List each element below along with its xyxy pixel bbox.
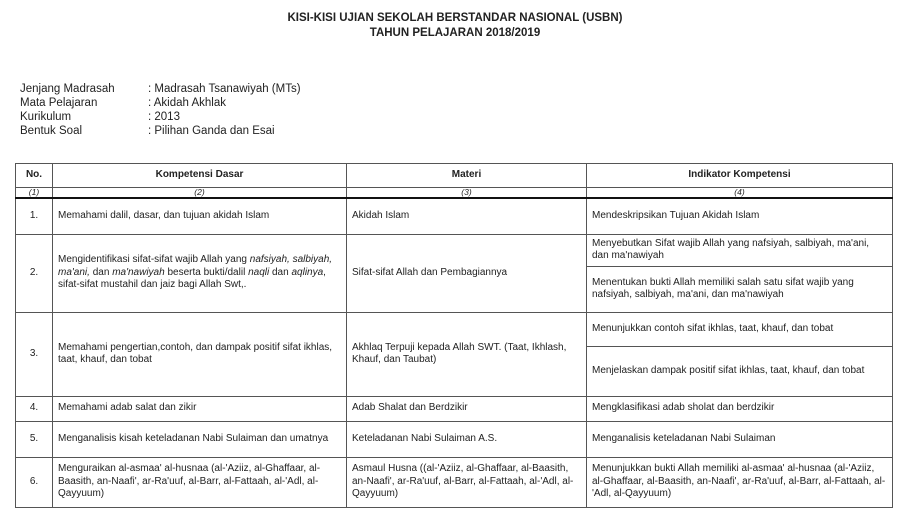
info-row bbox=[20, 82, 301, 96]
row-indikator: Mengklasifikasi adab sholat dan berdzikir bbox=[587, 396, 893, 421]
row-materi: Sifat-sifat Allah dan Pembagiannya bbox=[347, 234, 587, 312]
kd-text: , sifat-sifat mustahil dan jaiz bagi Allah Swt,. bbox=[58, 266, 326, 291]
kd-text: beserta bukti/dalil bbox=[164, 266, 249, 278]
info-label: Kurikulum bbox=[20, 111, 72, 123]
table-row bbox=[16, 198, 893, 234]
exam-info bbox=[20, 82, 301, 138]
column-number-row bbox=[16, 188, 893, 199]
table-header-row bbox=[16, 164, 893, 188]
table-row bbox=[16, 234, 893, 266]
row-kd bbox=[53, 234, 347, 312]
col-number: (1) bbox=[16, 188, 53, 199]
col-number: (3) bbox=[347, 188, 587, 199]
row-kd: Menguraikan al-asmaa' al-husnaa (al-'Aziiz, al-Ghaffaar, al-Baasith, an-Naafi', ar-Ra'uuf, al-Barr, al-Fattaah, al-'Adl, al-Qayyuum) bbox=[53, 457, 347, 507]
kd-term: nafsiyah, salbiyah, ma'ani, bbox=[58, 254, 333, 278]
kd-term: naqli bbox=[248, 266, 270, 278]
row-no: 1. bbox=[16, 198, 53, 234]
info-label: Mata Pelajaran bbox=[20, 97, 98, 109]
kd-text: Mengidentifikasi sifat-sifat wajib Allah yang bbox=[58, 254, 250, 266]
row-no: 2. bbox=[16, 234, 53, 312]
info-value: : Madrasah Tsanawiyah (MTs) bbox=[148, 83, 301, 95]
row-indikator: Mendeskripsikan Tujuan Akidah Islam bbox=[587, 198, 893, 234]
info-value: : Akidah Akhlak bbox=[148, 97, 226, 109]
document-title: KISI-KISI UJIAN SEKOLAH BERSTANDAR NASIONAL (USBN) bbox=[287, 12, 623, 24]
row-materi: Akidah Islam bbox=[347, 198, 587, 234]
row-kd: Menganalisis kisah keteladanan Nabi Sulaiman dan umatnya bbox=[53, 421, 347, 457]
kd-text: dan bbox=[89, 266, 113, 278]
row-kd: Memahami dalil, dasar, dan tujuan akidah Islam bbox=[53, 198, 347, 234]
row-kd: Memahami adab salat dan zikir bbox=[53, 396, 347, 421]
row-indikator: Menganalisis keteladanan Nabi Sulaiman bbox=[587, 421, 893, 457]
table-row bbox=[16, 396, 893, 421]
row-no: 3. bbox=[16, 312, 53, 396]
row-materi: Akhlaq Terpuji kepada Allah SWT. (Taat, Ikhlash, Khauf, dan Taubat) bbox=[347, 312, 587, 396]
row-indikator: Menunjukkan contoh sifat ikhlas, taat, khauf, dan tobat bbox=[587, 312, 893, 346]
row-no: 6. bbox=[16, 457, 53, 507]
kd-text: dan bbox=[269, 266, 292, 278]
header-materi: Materi bbox=[347, 164, 587, 188]
info-row bbox=[20, 124, 301, 138]
col-number: (4) bbox=[587, 188, 893, 199]
info-value: : 2013 bbox=[148, 111, 180, 123]
table-row bbox=[16, 457, 893, 507]
info-row bbox=[20, 110, 301, 124]
info-label: Jenjang Madrasah bbox=[20, 83, 115, 95]
row-no: 5. bbox=[16, 421, 53, 457]
kd-term: ma'nawiyah bbox=[112, 266, 165, 278]
row-kd: Memahami pengertian,contoh, dan dampak positif sifat ikhlas, taat, khauf, dan tobat bbox=[53, 312, 347, 396]
row-indikator: Menjelaskan dampak positif sifat ikhlas, taat, khauf, dan tobat bbox=[587, 346, 893, 396]
document-subtitle: TAHUN PELAJARAN 2018/2019 bbox=[369, 27, 541, 39]
kisi-kisi-table bbox=[15, 163, 893, 508]
row-materi: Keteladanan Nabi Sulaiman A.S. bbox=[347, 421, 587, 457]
header-no: No. bbox=[16, 164, 53, 188]
row-materi: Adab Shalat dan Berdzikir bbox=[347, 396, 587, 421]
row-no: 4. bbox=[16, 396, 53, 421]
kd-term: aqlinya bbox=[291, 266, 324, 278]
row-indikator: Menyebutkan Sifat wajib Allah yang nafsiyah, salbiyah, ma'ani, dan ma'nawiyah bbox=[587, 234, 893, 266]
row-indikator: Menentukan bukti Allah memiliki salah satu sifat wajib yang nafsiyah, salbiyah, ma'ani, dan ma'nawiyah bbox=[587, 266, 893, 312]
col-number: (2) bbox=[53, 188, 347, 199]
info-row bbox=[20, 96, 301, 110]
table-row bbox=[16, 421, 893, 457]
table-row bbox=[16, 312, 893, 346]
info-label: Bentuk Soal bbox=[20, 125, 83, 137]
header-indikator: Indikator Kompetensi bbox=[587, 164, 893, 188]
row-indikator: Menunjukkan bukti Allah memiliki al-asmaa' al-husnaa (al-'Aziiz, al-Ghaffaar, al-Baasith, an-Naafi', ar-Ra'uuf, al-Barr, al-Fattaah, al-'Adl, al-Qayyuum) bbox=[587, 457, 893, 507]
info-value: : Pilihan Ganda dan Esai bbox=[148, 125, 275, 137]
row-materi: Asmaul Husna ((al-'Aziiz, al-Ghaffaar, al-Baasith, an-Naafi', ar-Ra'uuf, al-Barr, al-Fattaah, al-'Adl, al-Qayyuum) bbox=[347, 457, 587, 507]
header-kompetensi-dasar: Kompetensi Dasar bbox=[53, 164, 347, 188]
